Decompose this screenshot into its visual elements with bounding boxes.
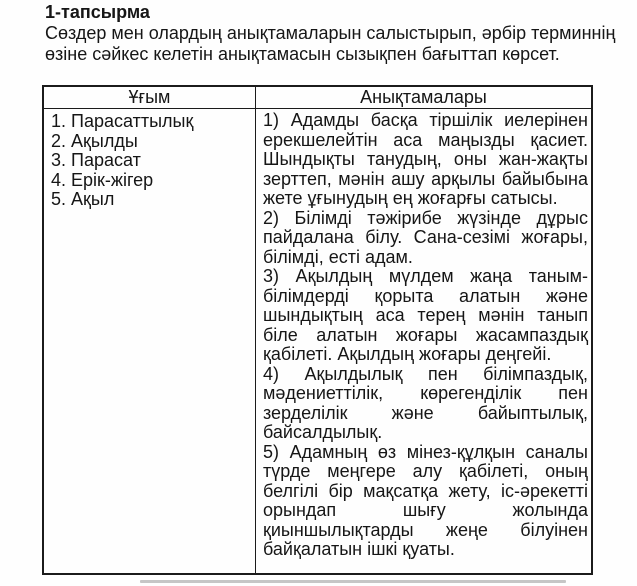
term-item: 2. Ақылды xyxy=(51,130,138,151)
table-body-row xyxy=(44,109,591,573)
terms-definitions-table xyxy=(42,85,593,575)
definition-item: 1) Адамды басқа тіршілік иелерінен ерекшелейтін аса маңызды қасиет. Шындықты танудың, оны жан-жақты зерттеп, мәнін ашу арқылы байыбына жете ұғынудың ең жоғарғы сатысы. xyxy=(263,110,588,208)
terms-column-header: Ұғым xyxy=(44,87,256,108)
table-header-row xyxy=(44,87,591,109)
term-item: 3. Парасат xyxy=(51,150,141,171)
term-item: 5. Ақыл xyxy=(51,189,115,210)
term-item: 1. Парасаттылық xyxy=(51,111,194,131)
task-instruction: Сөздер мен олардың анықтамаларын салыстырып, әрбір терминнің өзіне сәйкес келетін анықтамасын сызықпен бағыттап көрсет. xyxy=(45,23,616,64)
scan-artifact-line xyxy=(140,580,566,583)
definitions-column-header: Анықтамалары xyxy=(360,87,487,107)
definition-item: 4) Ақылдылық пен білімпаздық, мәдениеттілік, көрегенділік пен зерделілік және байыптылық, байсалдылық. xyxy=(263,363,588,442)
definitions-cell xyxy=(256,109,591,573)
definition-item: 2) Білімді тәжірибе жүзінде дұрыс пайдалана білу. Сана-сезімі жоғары, білімді, есті адам. xyxy=(263,207,588,267)
definition-item: 5) Адамның өз мінез-құлқын саналы түрде меңгере алу қабілеті, оның белгілі бір мақсатқа жету, іс-әрекетті орындап шығу жолында қиыншылықтарды жеңе білуінен байқалатын ішкі қуаты. xyxy=(263,441,588,559)
task-title: 1-тапсырма xyxy=(45,2,150,22)
definition-item: 3) Ақылдың мүлдем жаңа таным-білімдерді қорыта алатын және шындықтың аса терең мәнін танып біле алатын жоғары жасампаздық қабілеті. Ақылдың жоғары деңгейі. xyxy=(263,266,588,364)
terms-cell xyxy=(44,109,256,573)
term-item: 4. Ерік-жігер xyxy=(51,169,154,190)
